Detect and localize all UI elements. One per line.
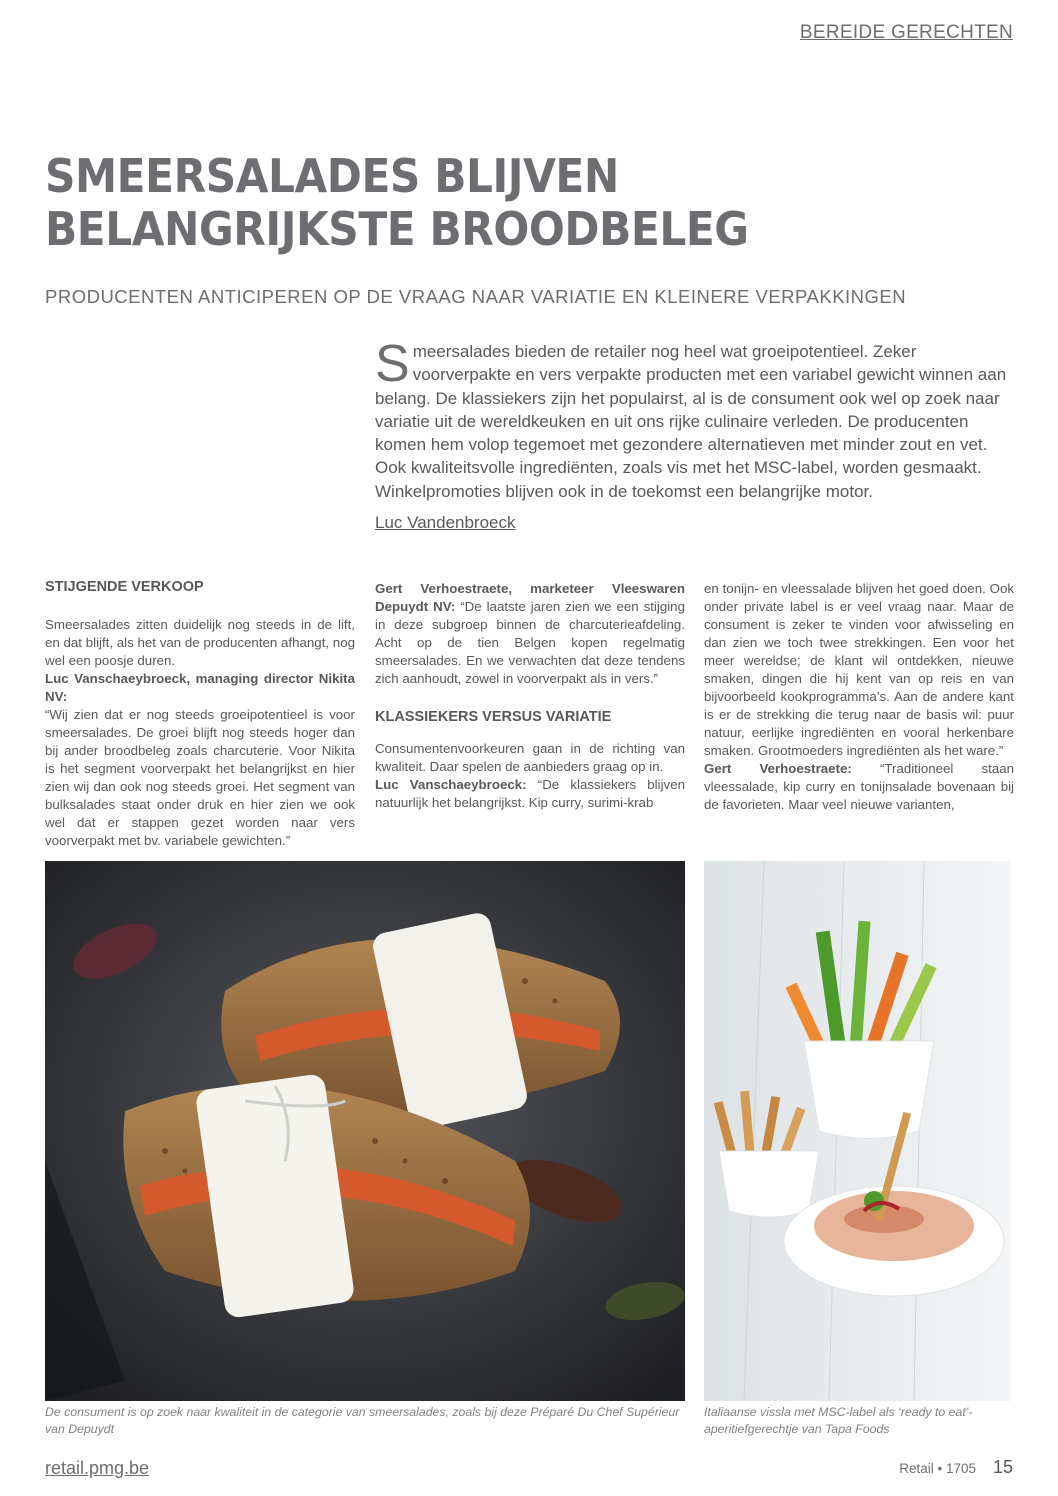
sandwich-photo-caption: De consument is op zoek naar kwaliteit in de categorie van smeersalades, zoals bij deze Préparé Du Chef Supérieur van Depuydt <box>45 1405 680 1436</box>
intro-text: meersalades bieden de retailer nog heel wat groeipotentieel. Zeker voorverpakte en vers verpakte producten met een variabel gewicht winnen aan belang. De klassiekers zijn het populairst, al is de consument ook wel op zoek naar variatie uit de wereldkeuken en uit ons rijke culinaire verleden. De producenten komen hem volop tegemoet met gezondere alternatieven met minder zout en vet. Ook kwaliteitsvolle ingrediënten, zoals vis met het MSC-label, worden gesmaakt. Winkelpromoties blijven ook in de toekomst een belangrijke motor. <box>375 342 1007 501</box>
col2-speaker: Gert Verhoestraete, marketeer Vleeswaren Depuydt NV: <box>375 581 685 614</box>
col3-speaker: Gert Verhoestraete: <box>704 761 852 776</box>
col2-quote: “De laatste jaren zien we een stijging in deze subgroep binnen de charcuterieafdeling. Acht op de tien Belgen kopen regelmatig smeersalades. En we verwachten dat deze tendens zich aanhoudt, zowel in voorverpakt als in vers.” <box>375 599 685 686</box>
column-3 <box>704 580 1014 814</box>
article-intro <box>375 335 1015 503</box>
column-1 <box>45 578 355 850</box>
col2-p1: Consumentenvoorkeuren gaan in de richting van kwaliteit. Daar spelen de aanbieders graag op in. <box>375 741 685 774</box>
footer-url-link[interactable]: retail.pmg.be <box>45 1458 150 1478</box>
col2-speaker-2: Luc Vanschaeybroeck: <box>375 777 527 792</box>
column-2 <box>375 580 685 812</box>
article-title <box>45 150 928 256</box>
title-line-1: SMEERSALADES BLIJVEN <box>45 149 619 203</box>
col3-quote: “Traditioneel staan vleessalade, kip curry en tonijnsalade bovenaan bij de favorieten. Maar veel nieuwe varianten, <box>704 761 1014 812</box>
col1-paragraph <box>45 616 355 850</box>
dip-photo <box>704 861 1011 1401</box>
col2-paragraph-1 <box>375 580 685 688</box>
article-subtitle: PRODUCENTEN ANTICIPEREN OP DE VRAAG NAAR VARIATIE EN KLEINERE VERPAKKINGEN <box>45 286 907 307</box>
col1-quote: “Wij zien dat er nog steeds groeipotentieel is voor smeersalades. De groei blijft nog steeds hoger dan bij ander broodbeleg zoals charcuterie. Voor Nikita is het segment voorverpakt het belangrijkst en hier zien wij dan ook nog steeds groei. Het segment van bulksalades staat onder druk en hier zien we ook wel dat er stappen gezet worden naar vers voorverpakt met bv. variabele gewichten.” <box>45 707 355 848</box>
col2-quote-2: “De klassiekers blijven natuurlijk het belangrijkst. Kip curry, surimi-krab <box>375 777 685 810</box>
col3-text: en tonijn- en vleessalade blijven het goed doen. Ook onder private label is er veel vraag naar. Maar de consument is zeker te vinden voor afwisseling en dan zien we toch twee strekkingen. Een voor het meer wereldse; de klant wil ontdekken, nieuwe smaken, dingen die hij kent van op reis en van bijvoorbeeld kookprogramma’s. Aan de andere kant is er de strekking die terug naar de basis wil: puur natuur, eerlijke ingrediënten en vooral herkenbare smaken. Grootmoeders ingrediënten als het ware.” <box>704 581 1014 758</box>
col1-speaker: Luc Vanschaeybroeck, managing director Nikita NV: <box>45 671 355 704</box>
title-line-2: BELANGRIJKSTE BROODBELEG <box>45 202 749 256</box>
dip-illustration <box>704 861 1011 1401</box>
heading-stijgende-verkoop: STIJGENDE VERKOOP <box>45 579 204 595</box>
author-byline[interactable]: Luc Vandenbroeck <box>375 513 516 532</box>
intro-dropcap: S <box>375 335 410 393</box>
col2-paragraph-2 <box>375 740 685 812</box>
sandwich-photo <box>45 861 685 1401</box>
sandwich-illustration <box>45 861 685 1401</box>
footer-issue: Retail • 1705 <box>899 1461 976 1476</box>
page-number: 15 <box>992 1457 1013 1477</box>
col3-paragraph <box>704 580 1014 814</box>
heading-klassiekers-versus-variatie: KLASSIEKERS VERSUS VARIATIE <box>375 709 612 725</box>
col1-p1: Smeersalades zitten duidelijk nog steeds in de lift, en dat blijft, als het van de producenten afhangt, nog wel een poosje duren. <box>45 617 355 668</box>
dip-photo-caption: Italiaanse vissla met MSC-label als ‘ready to eat’-aperitiefgerechtje van Tapa Foods <box>704 1405 973 1436</box>
section-tag: BEREIDE GERECHTEN <box>799 22 1013 43</box>
